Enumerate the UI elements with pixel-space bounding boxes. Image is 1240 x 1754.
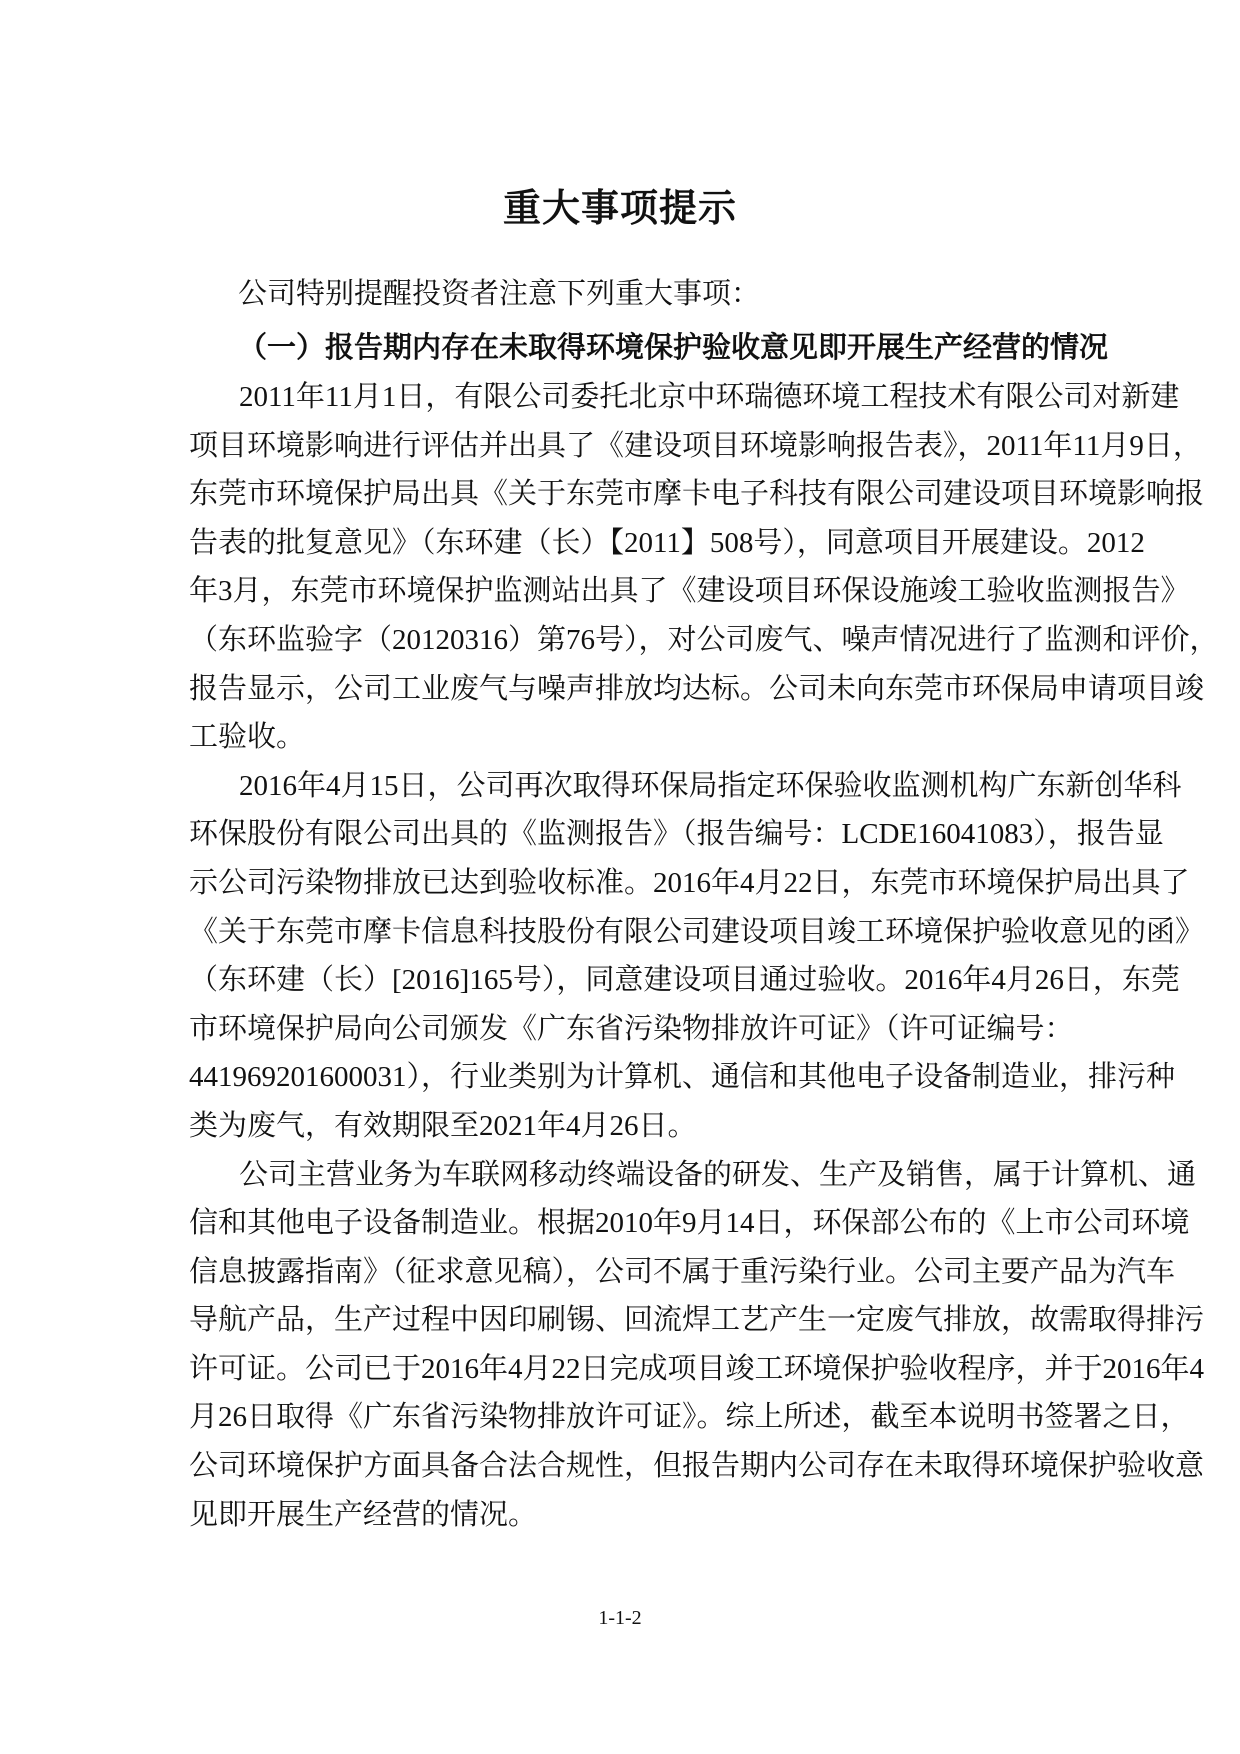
intro-text: 公司特别提醒投资者注意下列重大事项： <box>238 278 761 310</box>
paragraph-line: 示公司污染物排放已达到验收标准。2016年4月22日，东莞市环境保护局出具了 <box>189 866 1190 899</box>
paragraph-line: 工验收。 <box>189 721 306 754</box>
paragraph-line: 2016年4月15日，公司再次取得环保局指定环保验收监测机构广东新创华科 <box>239 769 1182 802</box>
paragraph-line: 导航产品，生产过程中因印刷锡、回流焊工艺产生一定废气排放，故需取得排污 <box>189 1304 1205 1337</box>
paragraph-line: 告表的批复意见》（东环建（长）【2011】508号），同意项目开展建设。2012 <box>189 526 1145 559</box>
paragraph-line: 见即开展生产经营的情况。 <box>189 1498 538 1531</box>
paragraph-line: 东莞市环境保护局出具《关于东莞市摩卡电子科技有限公司建设项目环境影响报 <box>189 478 1205 511</box>
paragraph <box>189 1151 1205 1540</box>
paragraph-line: 公司主营业务为车联网移动终端设备的研发、生产及销售，属于计算机、通 <box>239 1158 1197 1191</box>
paragraph-line: 年3月，东莞市环境保护监测站出具了《建设项目环保设施竣工验收监测报告》 <box>189 575 1190 608</box>
paragraph <box>189 762 1205 1151</box>
paragraph-line: 报告显示，公司工业废气与噪声排放均达标。公司未向东莞市环保局申请项目竣 <box>189 672 1205 705</box>
paragraph-line: （东环建（长）[2016]165号），同意建设项目通过验收。2016年4月26日，东莞 <box>189 964 1180 997</box>
paragraph-line: 信和其他电子设备制造业。根据2010年9月14日，环保部公布的《上市公司环境 <box>189 1207 1190 1240</box>
paragraph-line: 月26日取得《广东省污染物排放许可证》。综上所述，截至本说明书签署之日， <box>189 1401 1190 1434</box>
page-title: 重大事项提示 <box>502 188 737 230</box>
paragraph-line: 项目环境影响进行评估并出具了《建设项目环境影响报告表》，2011年11月9日， <box>189 429 1202 462</box>
paragraph-line: 环保股份有限公司出具的《监测报告》（报告编号：LCDE16041083），报告显 <box>189 818 1164 851</box>
paragraph-line: 信息披露指南》（征求意见稿），公司不属于重污染行业。公司主要产品为汽车 <box>189 1255 1176 1288</box>
paragraph-line: 2011年11月1日，有限公司委托北京中环瑞德环境工程技术有限公司对新建 <box>239 381 1180 413</box>
page-number: 1-1-2 <box>598 1607 642 1629</box>
paragraph-line: 市环境保护局向公司颁发《广东省污染物排放许可证》（许可证编号： <box>189 1012 1074 1045</box>
paragraph-line: 许可证。公司已于2016年4月22日完成项目竣工环境保护验收程序，并于2016年4 <box>189 1352 1205 1385</box>
paragraph <box>189 373 1219 762</box>
section-heading: （一）报告期内存在未取得环境保护验收意见即开展生产经营的情况 <box>238 332 1109 364</box>
paragraph-line: （东环监验字（20120316）第76号），对公司废气、噪声情况进行了监测和评价， <box>189 623 1219 656</box>
paragraph-line: 公司环境保护方面具备合法合规性，但报告期内公司存在未取得环境保护验收意 <box>189 1450 1205 1483</box>
body-text <box>189 373 1219 1539</box>
paragraph-line: 441969201600031），行业类别为计算机、通信和其他电子设备制造业，排污种 <box>189 1061 1176 1094</box>
paragraph-line: 类为废气，有效期限至2021年4月26日。 <box>189 1109 697 1142</box>
paragraph-line: 《关于东莞市摩卡信息科技股份有限公司建设项目竣工环境保护验收意见的函》 <box>189 915 1205 948</box>
